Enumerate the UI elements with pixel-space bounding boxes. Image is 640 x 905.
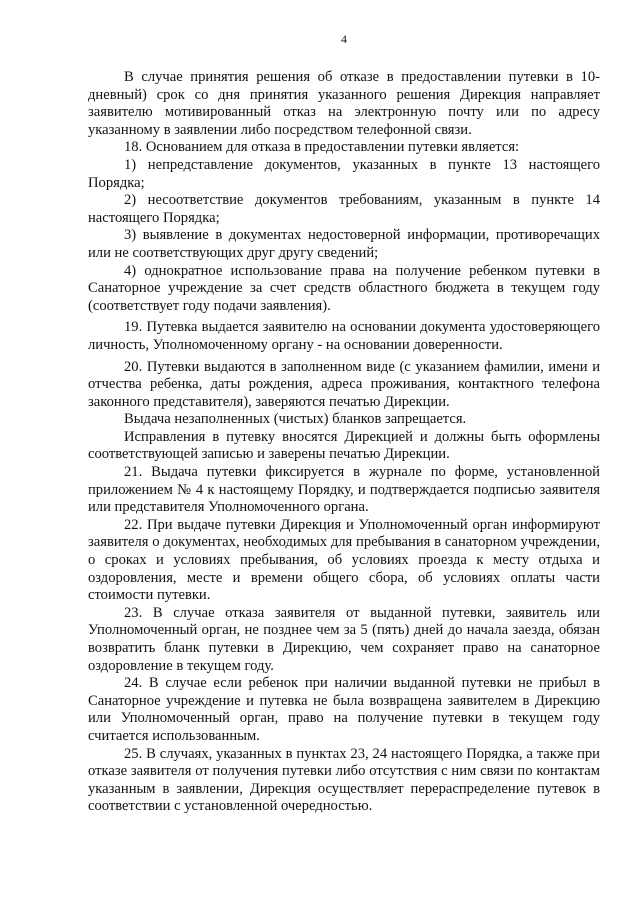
list-item-18-4: 4) однократное использование права на получение ребенком путевки в Санаторное учреждение за счет средств областного бюджета в текущем году (соответствует году подачи заявления). — [88, 262, 600, 314]
paragraph-25: 25. В случаях, указанных в пунктах 23, 24 настоящего Порядка, а также при отказе заявителя от получения путевки либо отсутствия с ним связи по контактам указанным в заявлении, Дирекция осуществляет перераспределение путевок в соответствии с установленной очередностью. — [88, 745, 600, 815]
list-item-18-3: 3) выявление в документах недостоверной информации, противоречащих или не соответствующих друг другу сведений; — [88, 227, 600, 261]
list-item-18-1: 1) непредставление документов, указанных в пункте 13 настоящего Порядка; — [88, 156, 600, 191]
paragraph-refusal-notice: В случае принятия решения об отказе в предоставлении путевки в 10-дневный) срок со дня принятия указанного решения Дирекция направляет заявителю мотивированный отказ на электронную почту или по адресу указанному в заявлении либо посредством телефонной связи. — [88, 69, 600, 138]
paragraph-23: 23. В случае отказа заявителя от выданной путевки, заявитель или Уполномоченный орган, не позднее чем за 5 (пять) дней до начала заезда, обязан возвратить бланк путевки в Дирекцию, чем сохраняет право на санаторное оздоровление в текущем году. — [88, 604, 600, 674]
paragraph-21: 21. Выдача путевки фиксируется в журнале по форме, установленной приложением № 4 к настоящему Порядку, и подтверждается подписью заявителя или представителя Уполномоченного органа. — [88, 464, 600, 516]
paragraph-24: 24. В случае если ребенок при наличии выданной путевки не прибыл в Санаторное учреждение и путевка не была возвращена заявителем в Дирекцию или Уполномоченный орган, право на получение путевки в текущем году считается использованным. — [88, 675, 600, 744]
paragraph-19: 19. Путевка выдается заявителю на основании документа удостоверяющего личность, Уполномоченному органу - на основании доверенности. — [88, 319, 600, 353]
list-item-18-2: 2) несоответствие документов требованиям, указанным в пункте 14 настоящего Порядка; — [88, 192, 600, 226]
paragraph-20-corrections: Исправления в путевку вносятся Дирекцией и должны быть оформлены соответствующей записью и заверены печатью Дирекции. — [88, 428, 600, 463]
paragraph-20-blank-forms: Выдача незаполненных (чистых) бланков запрещается. — [124, 411, 467, 428]
paragraph-22: 22. При выдаче путевки Дирекция и Уполномоченный орган информируют заявителя о документах, необходимых для пребывания в санаторном учреждении, о сроках и условиях пребывания, об условиях проезда к месту отдыха и оздоровления, месте и времени общего сбора, об условиях оплаты части стоимости путевки. — [88, 516, 600, 604]
paragraph-20: 20. Путевки выдаются в заполненном виде (с указанием фамилии, имени и отчества ребенка, даты рождения, адреса проживания, контактного телефона законного представителя), заверяются печатью Дирекции. — [88, 358, 600, 410]
page-number: 4 — [341, 32, 347, 46]
paragraph-18: 18. Основанием для отказа в предоставлении путевки является: — [124, 139, 520, 156]
